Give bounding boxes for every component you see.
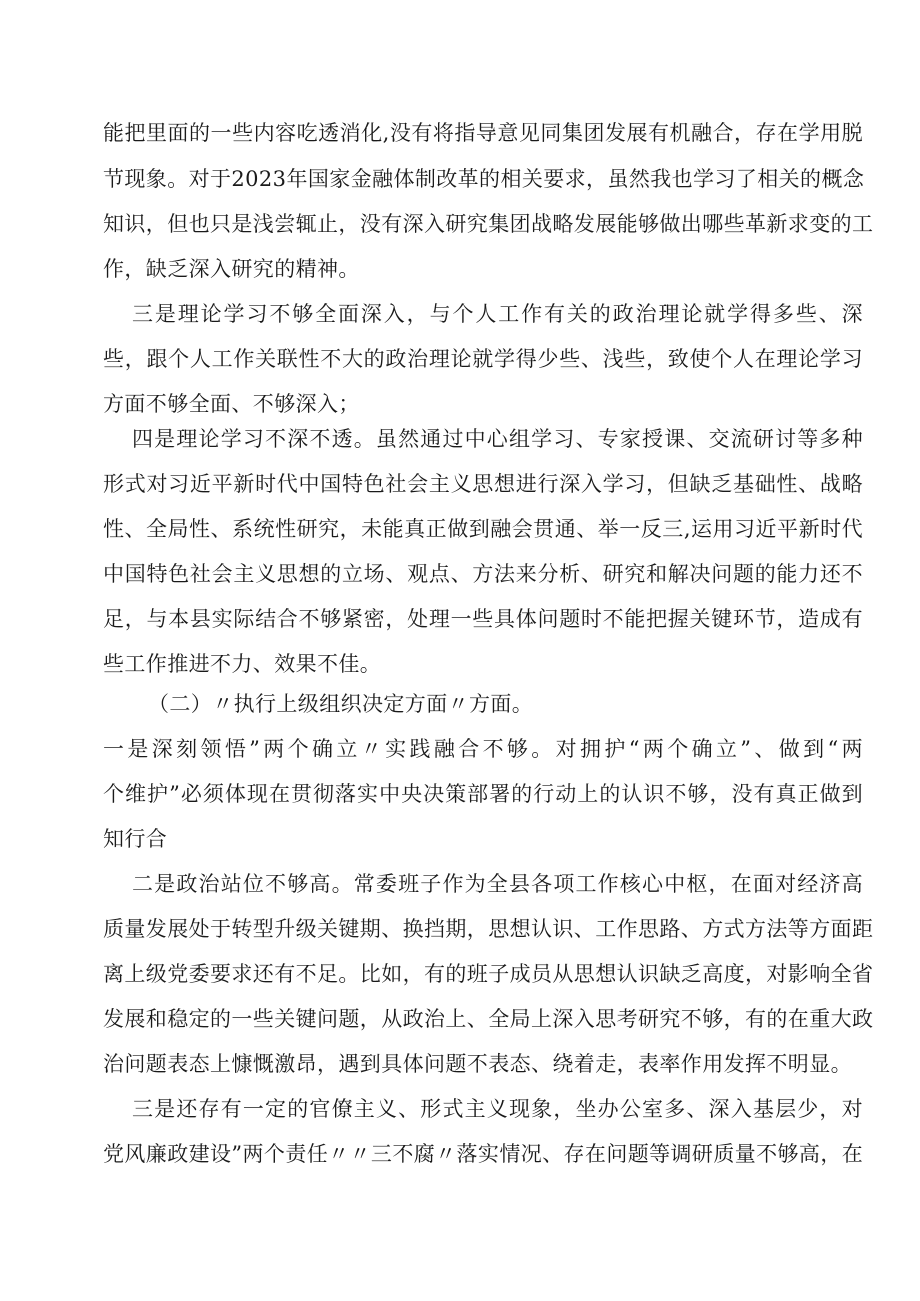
text-line: 节现象。对于2023年国家金融体制改革的相关要求，虽然我也学习了相关的概念 — [103, 167, 865, 191]
paragraph-start: 一是深刻领悟”两个确立〃实践融合不够。对拥护“两个确立”、做到“两 — [103, 737, 863, 761]
text-line: 党风廉政建设”两个责任〃〃三不腐〃落实情况、存在问题等调研质量不够高，在 — [103, 1142, 864, 1166]
paragraph-start: 四是理论学习不深不透。虽然通过中心组学习、专家授课、交流研讨等多种 — [132, 427, 863, 451]
text-line: 些工作推进不力、效果不佳。 — [103, 652, 382, 676]
section-heading: （二）〃执行上级组织决定方面〃方面。 — [148, 692, 534, 716]
text-line: 质量发展处于转型升级关键期、换挡期，思想认识、工作思路、方式方法等方面距 — [103, 917, 874, 941]
text-line: 离上级党委要求还有不足。比如，有的班子成员从思想认识缺乏高度，对影响全省 — [103, 962, 874, 986]
text-line: 些，跟个人工作关联性不大的政治理论就学得少些、浅些，致使个人在理论学习 — [103, 347, 863, 371]
text-line: 个维护”必须体现在贯彻落实中央决策部署的行动上的认识不够，没有真正做到 — [103, 782, 863, 806]
text-line: 中国特色社会主义思想的立场、观点、方法来分析、研究和解决问题的能力还不 — [103, 562, 863, 586]
text-line: 治问题表态上慷慨激昂，遇到具体问题不表态、绕着走，表率作用发挥不明显。 — [103, 1052, 852, 1076]
text-line: 知行合 — [103, 827, 168, 851]
text-line: 方面不够全面、不够深入； — [103, 392, 360, 416]
text-line: 足，与本县实际结合不够紧密，处理一些具体问题时不能把握关键环节，造成有 — [103, 607, 863, 631]
paragraph-start: 三是理论学习不够全面深入，与个人工作有关的政治理论就学得多些、深 — [132, 302, 863, 326]
text-line: 知识，但也只是浅尝辄止，没有深入研究集团战略发展能够做出哪些革新求变的工 — [103, 212, 874, 236]
paragraph-start: 二是政治站位不够高。常委班子作为全县各项工作核心中枢，在面对经济高 — [132, 872, 863, 896]
text-line: 作，缺乏深入研究的精神。 — [103, 257, 360, 281]
paragraph-start: 三是还存有一定的官僚主义、形式主义现象，坐办公室多、深入基层少，对 — [132, 1097, 863, 1121]
text-line: 性、全局性、系统性研究，未能真正做到融会贯通、举一反三,运用习近平新时代 — [103, 517, 863, 541]
text-line: 能把里面的一些内容吃透消化,没有将指导意见同集团发展有机融合，存在学用脱 — [103, 121, 863, 145]
text-line: 形式对习近平新时代中国特色社会主义思想进行深入学习，但缺乏基础性、战略 — [103, 472, 863, 496]
text-line: 发展和稳定的一些关键问题，从政治上、全局上深入思考研究不够，有的在重大政 — [103, 1007, 874, 1031]
